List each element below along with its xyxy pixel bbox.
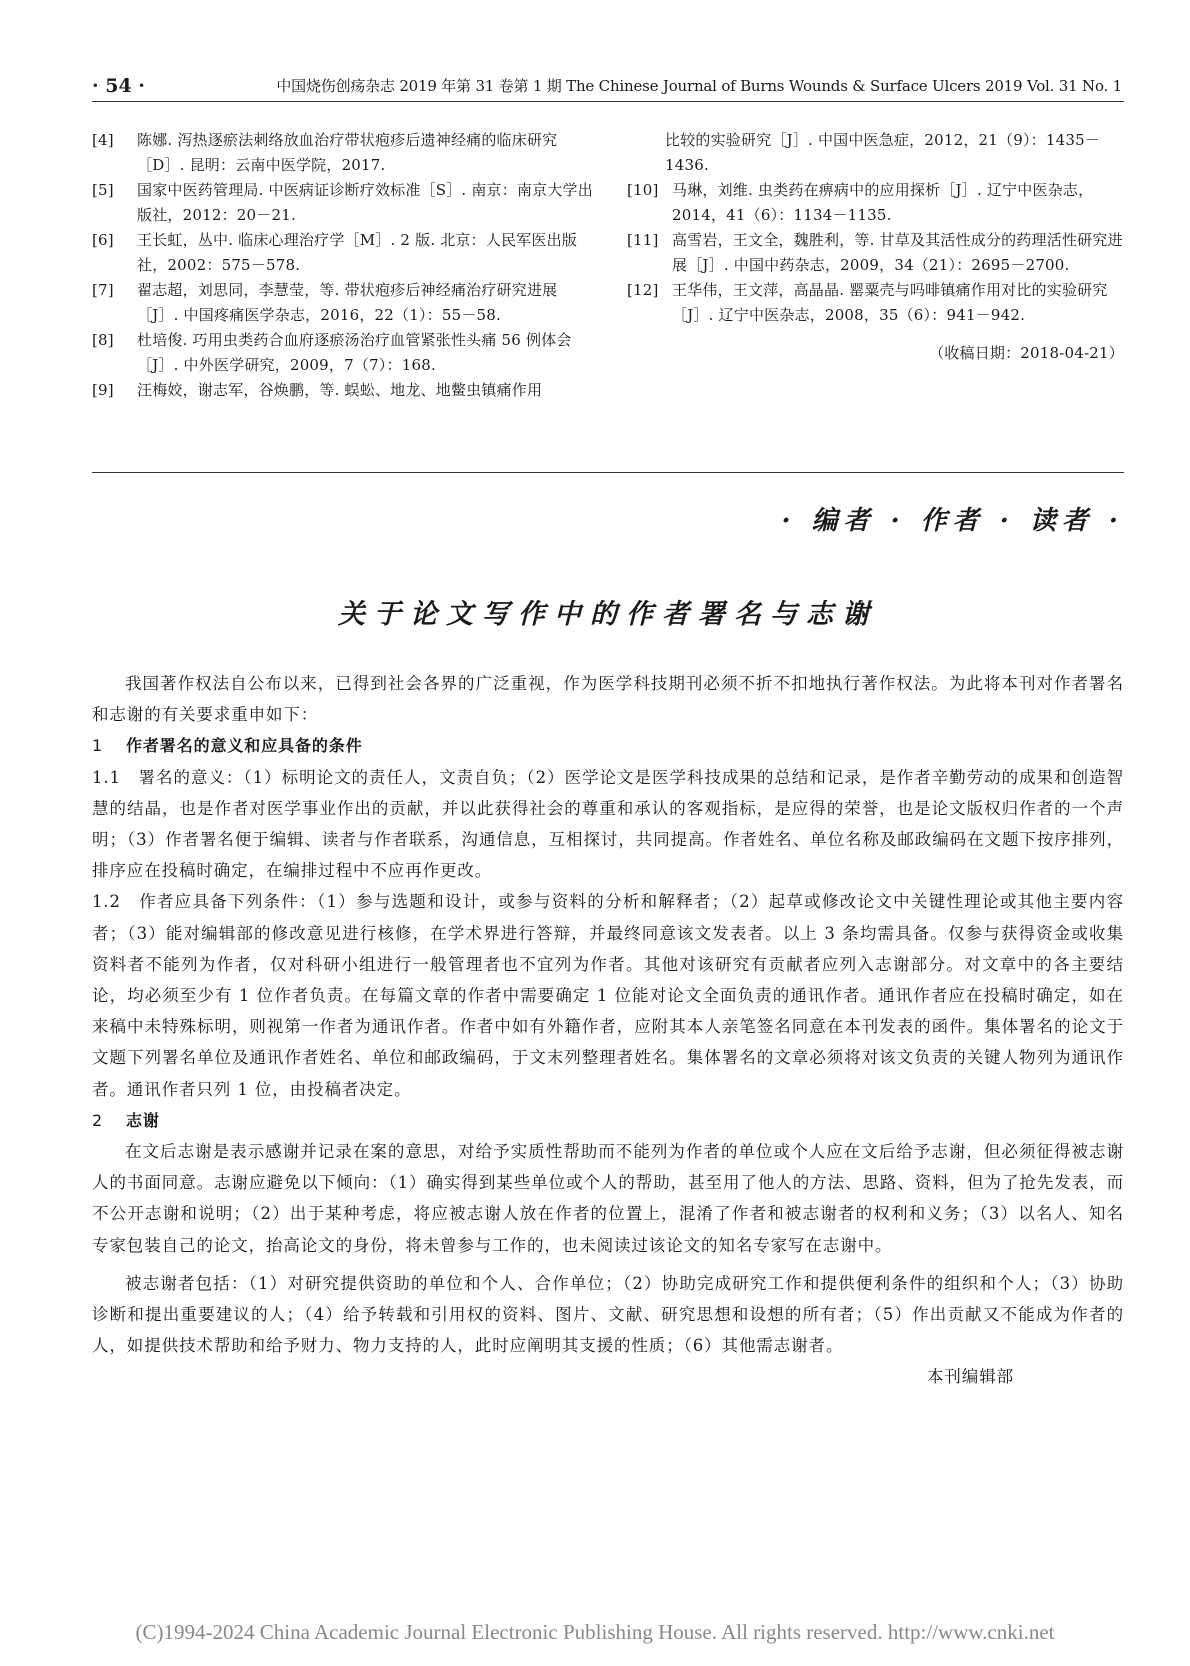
- references-left-column: [92, 128, 595, 403]
- article-body: [92, 668, 1124, 1393]
- reference-item: [4] 陈娜. 泻热逐瘀法刺络放血治疗带状疱疹后遗神经痛的临床研究［D］. 昆明：云南中医学院，2017.: [92, 131, 558, 174]
- intro-paragraph: 我国著作权法自公布以来，已得到社会各界的广泛重视，作为医学科技期刊必须不折不扣地执行著作权法。为此将本刊对作者署名和志谢的有关要求重申如下：: [92, 674, 1124, 725]
- paragraph-2-2: 被志谢者包括：（1）对研究提供资助的单位和个人、合作单位；（2）协助完成研究工作和提供便利条件的组织和个人；（3）协助诊断和提出重要建议的人；（4）给予转载和引用权的资料、图片、文献、研究思想和设想的所有者；（5）作出贡献又不能成为作者的人，如提供技术帮助和给予财力、物力支持的人，此时应阐明其支援的性质；（6）其他需志谢者。: [92, 1273, 1124, 1356]
- reference-item: [10] 马琳，刘维. 虫类药在痹病中的应用探析［J］. 辽宁中医杂志，2014，41（6）：1134－1135.: [627, 181, 1094, 224]
- paragraph-2-1: 在文后志谢是表示感谢并记录在案的意思，对给予实质性帮助而不能列为作者的单位或个人应在文后给予志谢，但必须征得被志谢人的书面同意。志谢应避免以下倾向：（1）确实得到某些单位或个人的帮助，甚至用了他人的方法、思路、资料，但为了抢先发表，而不公开志谢和说明；（2）出于某种考虑，将应被志谢人放在作者的位置上，混淆了作者和被志谢者的权利和义务；（3）以名人、知名专家包装自己的论文，抬高论文的身份，将未曾参与工作的，也未阅读过该论文的知名专家写在志谢中。: [92, 1142, 1124, 1255]
- copyright-footer: (C)1994-2024 China Academic Journal Electronic Publishing House. All rights reserved. http://www.cnki.net: [135, 1620, 1055, 1644]
- reference-item: [6] 王长虹，丛中. 临床心理治疗学［M］. 2 版. 北京：人民军医出版社，2002：575－578.: [92, 231, 578, 274]
- reference-continuation: 比较的实验研究［J］. 中国中医急症，2012，21（9）：1435－1436.: [665, 131, 1101, 174]
- paragraph-1-1: 1.1 署名的意义：（1）标明论文的责任人，文责自负；（2）医学论文是医学科技成果的总结和记录，是作者辛勤劳动的成果和创造智慧的结晶，也是作者对医学事业作出的贡献，并以此获得社会的尊重和承认的客观指标，是应得的荣誉，也是论文版权归作者的一个声明；（3）作者署名便于编辑、读者与作者联系，沟通信息，互相探讨，共同提高。作者姓名、单位名称及邮政编码在文题下按序排列，排序应在投稿时确定，在编排过程中不应再作更改。: [92, 767, 1124, 881]
- reference-item: [8] 杜培俊. 巧用虫类药合血府逐瘀汤治疗血管紧张性头痛 56 例体会［J］. 中外医学研究，2009，7（7）：168.: [92, 331, 572, 374]
- article-title: 关于论文写作中的作者署名与志谢: [338, 599, 878, 630]
- references-right-column: [627, 128, 1124, 381]
- section-heading-1: 1 作者署名的意义和应具备的条件: [92, 736, 363, 756]
- header-rule: [92, 101, 1124, 102]
- section-label: · 编者 · 作者 · 读者 ·: [781, 506, 1124, 536]
- reference-item: [7] 翟志超，刘思同，李慧莹，等. 带状疱疹后神经痛治疗研究进展［J］. 中国疼痛医学杂志，2016，22（1）：55－58.: [92, 281, 558, 324]
- editorial-signature: 本刊编辑部: [927, 1367, 1014, 1387]
- section-heading-2: 2 志谢: [92, 1110, 160, 1130]
- received-date: （收稿日期：2018-04-21）: [929, 344, 1124, 362]
- reference-item: [9] 汪梅姣，谢志军，谷焕鹏，等. 蜈蚣、地龙、地鳖虫镇痛作用: [92, 381, 543, 399]
- journal-citation: 中国烧伤创疡杂志 2019 年第 31 卷第 1 期 The Chinese Journal of Burns Wounds & Surface Ulcers 2019 Vol. 31 No. 1: [276, 77, 1122, 95]
- section-divider: [92, 472, 1124, 473]
- reference-item: [12] 王华伟，王文萍，高晶晶. 罂粟壳与吗啡镇痛作用对比的实验研究［J］. 辽宁中医杂志，2008，35（6）：941－942.: [627, 281, 1108, 324]
- page-number: · 54 ·: [92, 75, 145, 97]
- reference-item: [5] 国家中医药管理局. 中医病证诊断疗效标准［S］. 南京：南京大学出版社，2012：20－21.: [92, 181, 593, 224]
- reference-item: [11] 高雪岩，王文全，魏胜利，等. 甘草及其活性成分的药理活性研究进展［J］. 中国中药杂志，2009，34（21）：2695－2700.: [627, 231, 1123, 274]
- paragraph-1-2: 1.2 作者应具备下列条件：（1）参与选题和设计，或参与资料的分析和解释者；（2）起草或修改论文中关键性理论或其他主要内容者；（3）能对编辑部的修改意见进行核修，在学术界进行答辩，并最终同意该文发表者。以上 3 条均需具备。仅参与获得资金或收集资料者不能列为作者，仅对科研小组进行一般管理者也不宜列为作者。其他对该研究有贡献者应列入志谢部分。对文章中的各主要结论，均必须至少有 1 位作者负责。在每篇文章的作者中需要确定 1 位能对论文全面负责的通讯作者。通讯作者应在投稿时确定，如在来稿中未特殊标明，则视第一作者为通讯作者。作者中如有外籍作者，应附其本人亲笔签名同意在本刊发表的函件。集体署名的论文于文题下列署名单位及通讯作者姓名、单位和邮政编码，于文末列整理者姓名。集体署名的文章必须将对该文负责的关键人物列为通讯作者。通讯作者只列 1 位，由投稿者决定。: [92, 892, 1124, 1099]
